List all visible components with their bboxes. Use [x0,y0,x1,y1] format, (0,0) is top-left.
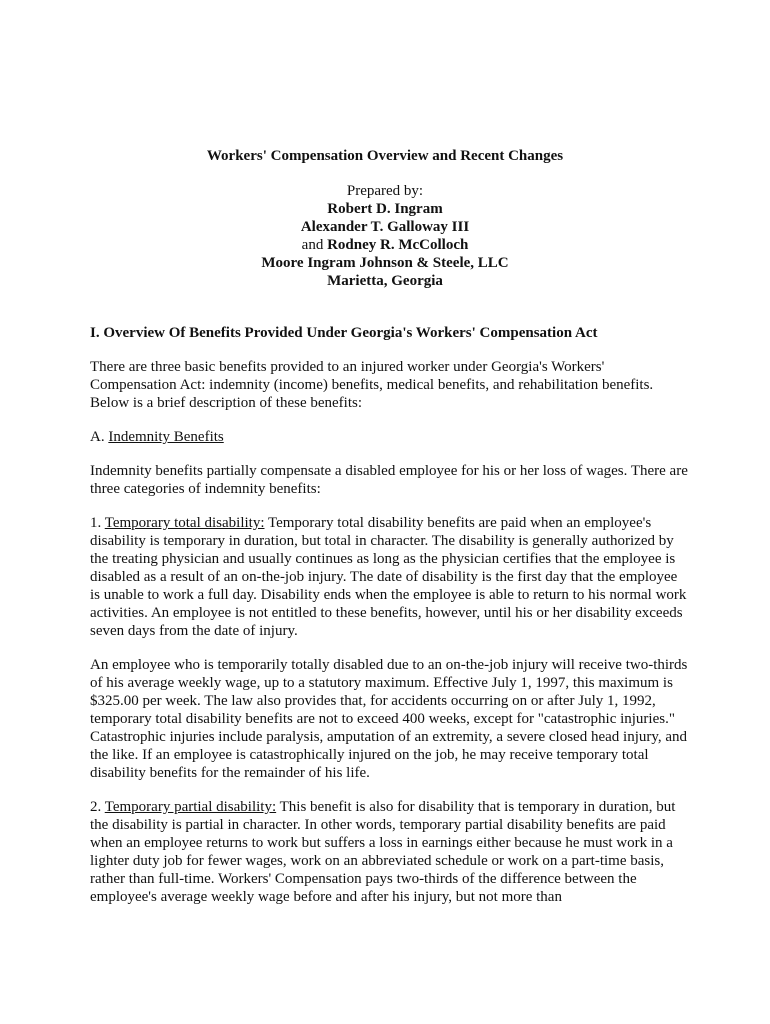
item-text: This benefit is also for disability that is temporary in duration, but the disability is partial in character. In other words, temporary partial disability benefits are paid when an employee returns to work but suffers a loss in earnings either because he must work in a lighter duty job for fewer wages, work on an abbreviated schedule or work on a part-time basis, rather than full-time. Workers' Compensation pays two-thirds of the difference between the employee's average weekly wage before and after his injury, but not more than [90,799,676,905]
section-heading: I. Overview Of Benefits Provided Under Georgia's Workers' Compensation Act [90,325,598,341]
item-prefix: 2. [90,799,105,815]
subheading-title: Indemnity Benefits [108,429,224,445]
paragraph-intro: There are three basic benefits provided to an injured worker under Georgia's Workers' Compensation Act: indemnity (income) benefits, medical benefits, and rehabilitation benefits. Below is a brief description of these benefits: [90,359,654,411]
author-name: Rodney R. McColloch [327,237,469,253]
paragraph-indemnity-intro: Indemnity benefits partially compensate a disabled employee for his or her loss of wages. There are three categories of indemnity benefits: [90,463,688,497]
item-title: Temporary partial disability: [104,799,277,815]
paragraph-item-1-continued: An employee who is temporarily totally disabled due to an on-the-job injury will receive two-thirds of his average weekly wage, up to a statutory maximum. Effective July 1, 1997, this maximum is $325.00 per week. The law also provides that, for accidents occurring on or after July 1, 1992, temporary total disability benefits are not to exceed 400 weeks, except for "catastrophic injuries." Catastrophic injuries include paralysis, amputation of an extremity, a severe closed head injury, and the like. If an employee is catastrophically injured on the job, he may receive temporary total disability benefits for the remainder of his life. [90,657,688,781]
prepared-by-label: Prepared by: [346,183,424,199]
item-prefix: 1. [90,515,105,531]
author-line [0,236,770,254]
title-block [0,147,770,290]
item-text: Temporary total disability benefits are paid when an employee's disability is temporary in duration, but total in character. The disability is generally authorized by the treating physician and usually continues as long as the physician certifies that the employee is disabled as a result of an on-the-job injury. The date of disability is the first day that the employee is unable to work a full day. Disability ends when the employee is able to return to his normal work activities. An employee is not entitled to these benefits, however, until his or her disability exceeds seven days from the date of injury. [90,515,687,639]
paragraph-item-1 [90,514,690,640]
subheading-prefix: A. [90,429,109,445]
and-word: and [301,237,324,253]
firm-name: Moore Ingram Johnson & Steele, LLC [261,255,509,271]
author-name: Robert D. Ingram [327,201,443,217]
subheading-indemnity [90,428,690,446]
item-title: Temporary total disability: [104,515,265,531]
firm-location: Marietta, Georgia [327,273,443,289]
document-body [90,324,690,920]
paragraph-item-2 [90,798,690,906]
document-title: Workers' Compensation Overview and Recent Changes [206,148,564,164]
author-name: Alexander T. Galloway III [300,219,470,235]
